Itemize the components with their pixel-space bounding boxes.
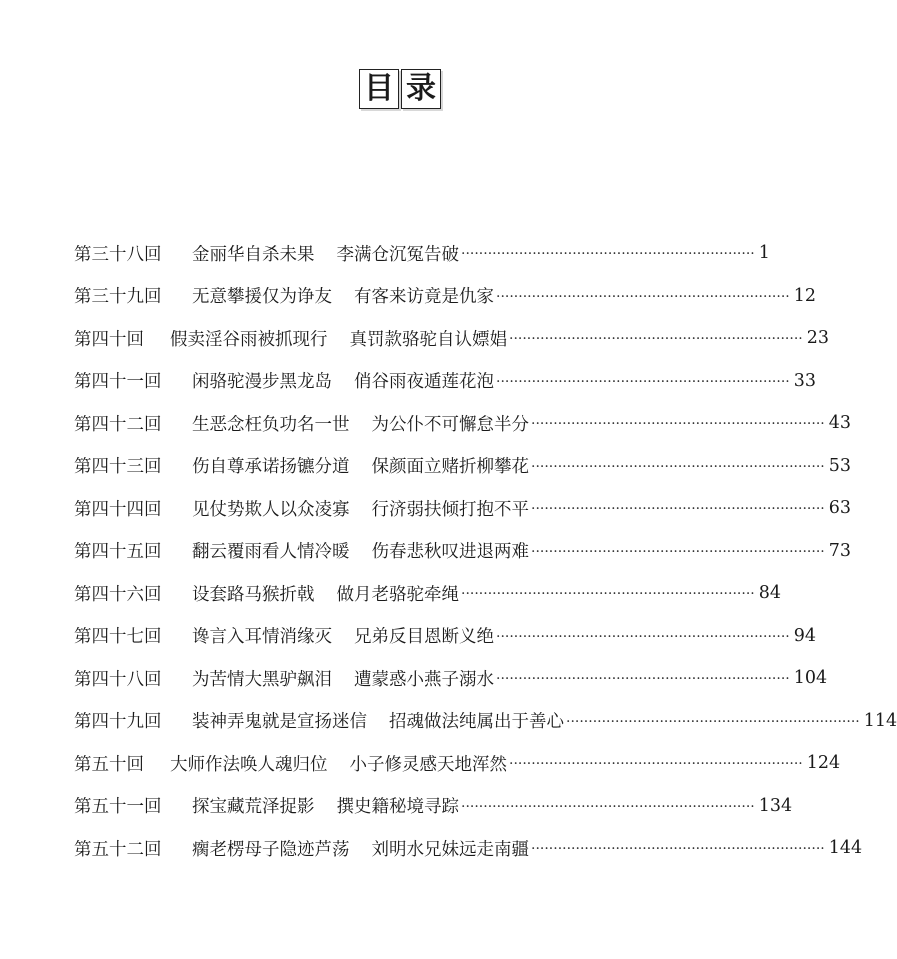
chapter-title-second: 真罚款骆驼自认嫖娼 bbox=[349, 329, 507, 350]
leader-dots: ·································································· bbox=[461, 246, 755, 263]
page-number: 23 bbox=[806, 328, 829, 349]
page-number: 33 bbox=[793, 370, 816, 391]
toc-entry[interactable] bbox=[74, 402, 851, 445]
chapter-number: 第四十九回 bbox=[74, 712, 162, 733]
chapter-title-second: 有客来访竟是仇家 bbox=[354, 287, 494, 308]
toc-entry[interactable] bbox=[74, 530, 851, 573]
chapter-title-first: 见仗势欺人以众凌寡 bbox=[192, 499, 350, 520]
page-number: 63 bbox=[828, 498, 851, 519]
leader-dots: ·································································· bbox=[531, 501, 825, 518]
page-number: 104 bbox=[793, 668, 828, 689]
chapter-title-first: 金丽华自杀未果 bbox=[192, 244, 315, 265]
chapter-title-second: 做月老骆驼牵绳 bbox=[336, 584, 459, 605]
leader-dots: ·································································· bbox=[531, 543, 825, 560]
chapter-title-first: 生恶念枉负功名一世 bbox=[192, 414, 350, 435]
toc-title-char: 录 bbox=[401, 69, 441, 109]
chapter-title-first: 翻云覆雨看人情冷暖 bbox=[192, 542, 350, 563]
leader-dots: ·································································· bbox=[496, 671, 790, 688]
page-number: 114 bbox=[863, 710, 897, 731]
leader-dots: ·································································· bbox=[531, 458, 825, 475]
chapter-title-second: 李满仓沉冤告破 bbox=[336, 244, 459, 265]
toc-entry[interactable] bbox=[74, 827, 863, 870]
chapter-number: 第四十一回 bbox=[74, 372, 162, 393]
toc-entry[interactable] bbox=[74, 445, 851, 488]
chapter-title-second: 遭蒙惑小燕子溺水 bbox=[354, 669, 494, 690]
leader-dots: ·································································· bbox=[496, 628, 790, 645]
leader-dots: ·································································· bbox=[496, 373, 790, 390]
chapter-title-first: 闲骆驼漫步黑龙岛 bbox=[192, 372, 332, 393]
chapter-number: 第四十八回 bbox=[74, 669, 162, 690]
chapter-title-second: 小子修灵感天地浑然 bbox=[349, 754, 507, 775]
toc-entry[interactable] bbox=[74, 615, 816, 658]
chapter-title-second: 撰史籍秘境寻踪 bbox=[336, 797, 459, 818]
chapter-number: 第四十七回 bbox=[74, 627, 162, 648]
page-number: 84 bbox=[758, 583, 781, 604]
chapter-title-first: 探宝藏荒泽捉影 bbox=[192, 797, 315, 818]
leader-dots: ·································································· bbox=[509, 331, 803, 348]
toc-entry[interactable] bbox=[74, 232, 770, 275]
page-number: 73 bbox=[828, 540, 851, 561]
toc-entry[interactable] bbox=[74, 360, 816, 403]
chapter-number: 第五十回 bbox=[74, 754, 144, 775]
chapter-number: 第四十回 bbox=[74, 329, 144, 350]
chapter-number: 第四十三回 bbox=[74, 457, 162, 478]
chapter-title-second: 伤春悲秋叹进退两难 bbox=[371, 542, 529, 563]
chapter-number: 第四十五回 bbox=[74, 542, 162, 563]
toc-entry[interactable] bbox=[74, 487, 851, 530]
chapter-number: 第四十二回 bbox=[74, 414, 162, 435]
chapter-title-first: 为苦情大黑驴飙泪 bbox=[192, 669, 332, 690]
chapter-title-second: 兄弟反目恩断义绝 bbox=[354, 627, 494, 648]
toc-entry[interactable] bbox=[74, 275, 816, 318]
chapter-number: 第五十二回 bbox=[74, 839, 162, 860]
page-number: 12 bbox=[793, 285, 816, 306]
page-number: 144 bbox=[828, 838, 863, 859]
toc-title-char: 目 bbox=[359, 69, 399, 109]
page-number: 94 bbox=[793, 625, 816, 646]
chapter-title-second: 保颜面立赌折柳攀花 bbox=[371, 457, 529, 478]
page-number: 134 bbox=[758, 795, 793, 816]
chapter-title-first: 假卖淫谷雨被抓现行 bbox=[170, 329, 328, 350]
chapter-number: 第三十九回 bbox=[74, 287, 162, 308]
table-of-contents bbox=[74, 232, 897, 870]
chapter-title-first: 设套路马猴折戟 bbox=[192, 584, 315, 605]
chapter-number: 第五十一回 bbox=[74, 797, 162, 818]
chapter-title-first: 谗言入耳情消缘灭 bbox=[192, 627, 332, 648]
chapter-title-first: 瘸老楞母子隐迹芦荡 bbox=[192, 839, 350, 860]
page-number: 124 bbox=[806, 753, 841, 774]
chapter-title-first: 装神弄鬼就是宣扬迷信 bbox=[192, 712, 367, 733]
page-number: 1 bbox=[758, 243, 770, 264]
toc-title bbox=[358, 69, 442, 111]
page-number: 43 bbox=[828, 413, 851, 434]
leader-dots: ·································································· bbox=[496, 288, 790, 305]
toc-entry[interactable] bbox=[74, 572, 781, 615]
leader-dots: ·································································· bbox=[531, 416, 825, 433]
chapter-title-second: 俏谷雨夜遁莲花泡 bbox=[354, 372, 494, 393]
chapter-title-second: 行济弱扶倾打抱不平 bbox=[371, 499, 529, 520]
chapter-number: 第三十八回 bbox=[74, 244, 162, 265]
leader-dots: ·································································· bbox=[509, 756, 803, 773]
toc-entry[interactable] bbox=[74, 785, 793, 828]
chapter-title-second: 为公仆不可懈怠半分 bbox=[371, 414, 529, 435]
toc-entry[interactable] bbox=[74, 700, 897, 743]
page-number: 53 bbox=[828, 455, 851, 476]
leader-dots: ·································································· bbox=[531, 841, 825, 858]
chapter-title-second: 招魂做法纯属出于善心 bbox=[389, 712, 564, 733]
chapter-title-second: 刘明水兄妹远走南疆 bbox=[371, 839, 529, 860]
leader-dots: ·································································· bbox=[461, 798, 755, 815]
chapter-title-first: 伤自尊承诺扬镳分道 bbox=[192, 457, 350, 478]
chapter-title-first: 无意攀援仅为诤友 bbox=[192, 287, 332, 308]
toc-entry[interactable] bbox=[74, 317, 829, 360]
leader-dots: ·································································· bbox=[566, 713, 860, 730]
chapter-number: 第四十六回 bbox=[74, 584, 162, 605]
toc-entry[interactable] bbox=[74, 657, 828, 700]
chapter-title-first: 大师作法唤人魂归位 bbox=[170, 754, 328, 775]
chapter-number: 第四十四回 bbox=[74, 499, 162, 520]
toc-entry[interactable] bbox=[74, 742, 841, 785]
leader-dots: ·································································· bbox=[461, 586, 755, 603]
